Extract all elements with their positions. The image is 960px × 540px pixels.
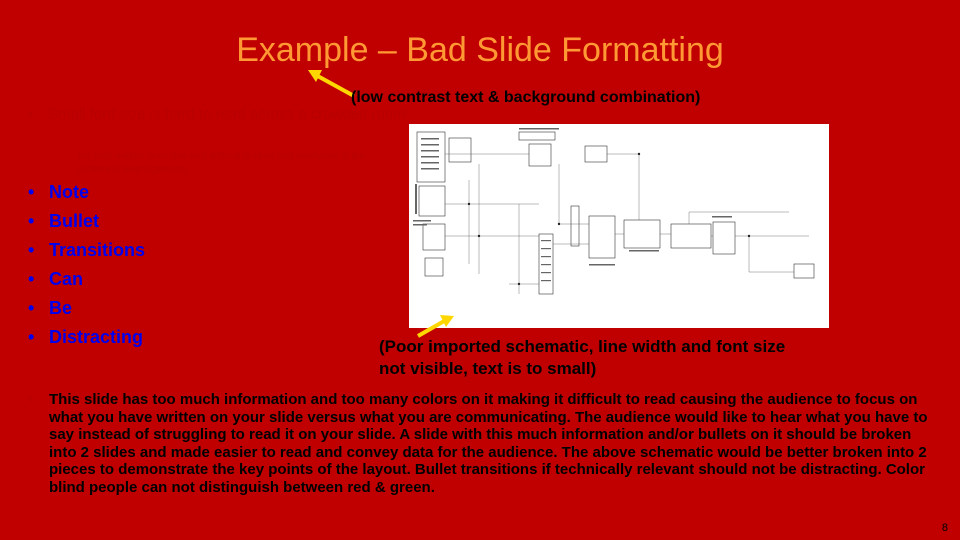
bullet-marker: • — [28, 106, 34, 123]
bullet-marker: • — [28, 240, 35, 260]
bullet-marker: • — [28, 269, 35, 289]
list-item-label: Note — [49, 182, 89, 202]
sub-bullet-marker: – — [60, 151, 66, 162]
list-item-label: Transitions — [49, 240, 146, 260]
bullet-marker: • — [28, 182, 35, 202]
slide-title: Example – Bad Slide Formatting — [236, 31, 724, 69]
bullet-marker: • — [28, 211, 35, 231]
bullet-marker: • — [28, 327, 35, 347]
page-number: 8 — [941, 522, 948, 534]
schematic-image — [409, 124, 829, 328]
list-item-label: Can — [49, 269, 84, 289]
contrast-annotation: (low contrast text & background combination) — [351, 89, 701, 106]
summary-text: This slide has too much information and too many colors on it making it difficult to read causing the audience to focus on what you have written on your slide versus what you are communicating. The audience would like to hear what you have to say instead of struggling to read it on your slide. A slide with this much information and/or bullets on it should be broken into 2 slides and made easier to read and convey data for the audience. The above schematic would be better broken into 2 pieces to demonstrate the key points of the layout. Bullet transitions if technically relevant should not be distracting. Color blind people can not distinguish between red & green. — [49, 391, 928, 496]
schematic-annotation: (Poor imported schematic, line width and font size not visible, text is to small) — [379, 337, 786, 378]
small-font-text: Small font size is hard to read across a crowded room — [48, 106, 406, 123]
bullet-marker: • — [28, 391, 34, 408]
list-item-label: Be — [49, 298, 73, 318]
no-bold-text: No bold makes lines thin and difficult to read (not everyone in the audience wears glasses) — [78, 151, 366, 175]
list-item-label: Bullet — [49, 211, 100, 231]
bullet-marker: • — [28, 298, 35, 318]
list-item-label: Distracting — [49, 327, 144, 347]
